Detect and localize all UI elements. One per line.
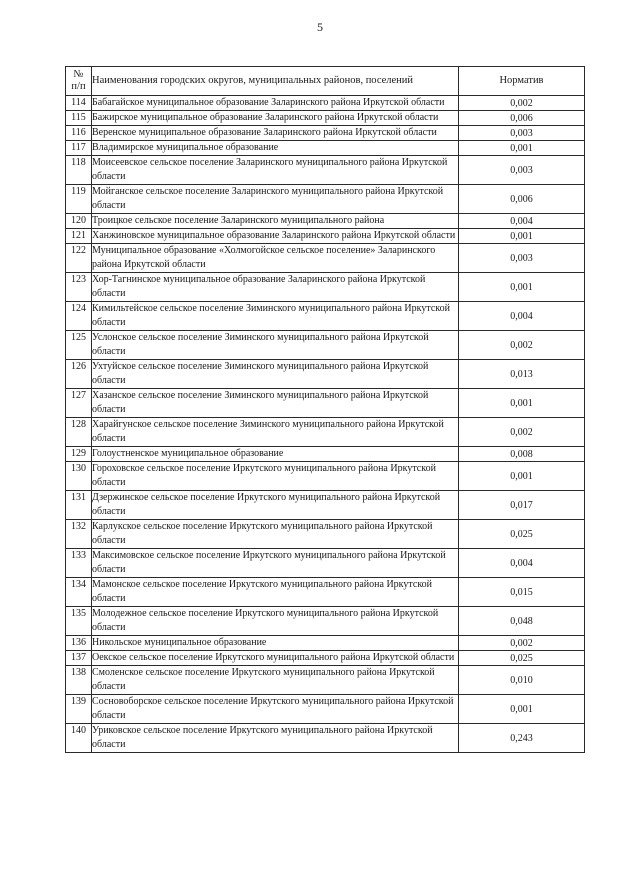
column-header-normative-label: Норматив	[499, 75, 544, 86]
row-number-cell: 123	[66, 273, 92, 302]
row-normative-cell: 0,001	[459, 389, 585, 418]
row-normative-cell: 0,001	[459, 695, 585, 724]
municipality-name: Ухтуйское сельское поселение Зиминского муниципального района Иркутской области	[92, 361, 429, 386]
row-number-cell: 128	[66, 418, 92, 447]
table-row	[66, 636, 585, 651]
row-name-cell	[92, 331, 459, 360]
row-number-cell: 122	[66, 244, 92, 273]
table-row	[66, 389, 585, 418]
municipality-name: Услонское сельское поселение Зиминского муниципального района Иркутской области	[92, 332, 429, 357]
municipality-name: Никольское муниципальное образование	[92, 637, 267, 648]
row-number-cell: 130	[66, 462, 92, 491]
table-body	[66, 96, 585, 753]
row-name-cell	[92, 447, 459, 462]
row-normative-cell: 0,002	[459, 418, 585, 447]
municipality-name: Хазанское сельское поселение Зиминского муниципального района Иркутской области	[92, 390, 429, 415]
row-number-cell: 140	[66, 724, 92, 753]
row-name-cell	[92, 636, 459, 651]
municipality-name: Муниципальное образование «Холмогойское сельское поселение» Заларинского района Иркутской области	[92, 245, 436, 270]
row-normative-cell: 0,243	[459, 724, 585, 753]
municipality-name: Сосновоборское сельское поселение Иркутского муниципального района Иркутской области	[92, 696, 454, 721]
row-normative-cell: 0,001	[459, 141, 585, 156]
table-row	[66, 302, 585, 331]
row-name-cell	[92, 214, 459, 229]
table-row	[66, 126, 585, 141]
row-name-cell	[92, 360, 459, 389]
row-name-cell	[92, 141, 459, 156]
row-normative-cell: 0,004	[459, 302, 585, 331]
table-row	[66, 651, 585, 666]
municipality-name: Кимильтейское сельское поселение Зиминского муниципального района Иркутской области	[92, 303, 451, 328]
row-number-cell: 131	[66, 491, 92, 520]
row-name-cell	[92, 607, 459, 636]
row-number-cell: 118	[66, 156, 92, 185]
row-name-cell	[92, 418, 459, 447]
municipality-name: Моисеевское сельское поселение Заларинского муниципального района Иркутской области	[92, 157, 448, 182]
row-name-cell	[92, 273, 459, 302]
municipality-name: Мойганское сельское поселение Заларинского муниципального района Иркутской области	[92, 186, 444, 211]
municipality-name: Бабагайское муниципальное образование Заларинского района Иркутской области	[92, 97, 445, 108]
table-row	[66, 695, 585, 724]
row-name-cell	[92, 695, 459, 724]
row-number-cell: 116	[66, 126, 92, 141]
table-row	[66, 462, 585, 491]
row-normative-cell: 0,010	[459, 666, 585, 695]
row-normative-cell: 0,002	[459, 636, 585, 651]
row-number-cell: 121	[66, 229, 92, 244]
row-name-cell	[92, 724, 459, 753]
table-row	[66, 418, 585, 447]
table-row	[66, 447, 585, 462]
table-row	[66, 724, 585, 753]
municipality-name: Голоустненское муниципальное образование	[92, 448, 284, 459]
table-row	[66, 185, 585, 214]
row-normative-cell: 0,001	[459, 273, 585, 302]
table-row	[66, 607, 585, 636]
table-row	[66, 520, 585, 549]
row-name-cell	[92, 491, 459, 520]
row-normative-cell: 0,025	[459, 520, 585, 549]
table-row	[66, 229, 585, 244]
row-normative-cell: 0,004	[459, 549, 585, 578]
row-normative-cell: 0,004	[459, 214, 585, 229]
row-number-cell: 120	[66, 214, 92, 229]
row-normative-cell: 0,001	[459, 462, 585, 491]
municipality-name: Веренское муниципальное образование Заларинского района Иркутской области	[92, 127, 437, 138]
table-row	[66, 578, 585, 607]
row-normative-cell: 0,006	[459, 111, 585, 126]
municipality-name: Смоленское сельское поселение Иркутского муниципального района Иркутской области	[92, 667, 435, 692]
municipality-name: Гороховское сельское поселение Иркутского муниципального района Иркутской области	[92, 463, 436, 488]
municipality-name: Бажирское муниципальное образование Заларинского района Иркутской области	[92, 112, 439, 123]
row-name-cell	[92, 96, 459, 111]
row-name-cell	[92, 578, 459, 607]
row-number-cell: 127	[66, 389, 92, 418]
municipality-name: Уриковское сельское поселение Иркутского муниципального района Иркутской области	[92, 725, 433, 750]
page-number: 5	[317, 20, 323, 34]
municipality-name: Владимирское муниципальное образование	[92, 142, 279, 153]
row-normative-cell: 0,048	[459, 607, 585, 636]
normatives-table	[65, 66, 585, 753]
municipality-name: Троицкое сельское поселение Заларинского муниципального района	[92, 215, 385, 226]
row-name-cell	[92, 185, 459, 214]
row-name-cell	[92, 126, 459, 141]
municipality-name: Молодежное сельское поселение Иркутского муниципального района Иркутской области	[92, 608, 439, 633]
row-number-cell: 138	[66, 666, 92, 695]
municipality-name: Оекское сельское поселение Иркутского муниципального района Иркутской области	[92, 652, 455, 663]
row-name-cell	[92, 156, 459, 185]
column-header-name	[92, 67, 459, 96]
municipality-name: Дзержинское сельское поселение Иркутского муниципального района Иркутской области	[92, 492, 441, 517]
row-normative-cell: 0,013	[459, 360, 585, 389]
municipality-name: Карлукское сельское поселение Иркутского муниципального района Иркутской области	[92, 521, 433, 546]
table-row	[66, 549, 585, 578]
row-number-cell: 124	[66, 302, 92, 331]
column-header-number-label: № п/п	[71, 69, 86, 92]
row-number-cell: 137	[66, 651, 92, 666]
row-name-cell	[92, 302, 459, 331]
row-number-cell: 139	[66, 695, 92, 724]
municipality-name: Максимовское сельское поселение Иркутского муниципального района Иркутской области	[92, 550, 446, 575]
table-row	[66, 214, 585, 229]
column-header-number	[66, 67, 92, 96]
row-number-cell: 117	[66, 141, 92, 156]
row-name-cell	[92, 111, 459, 126]
row-name-cell	[92, 462, 459, 491]
row-normative-cell: 0,003	[459, 156, 585, 185]
row-normative-cell: 0,008	[459, 447, 585, 462]
table-header-row	[66, 67, 585, 96]
row-number-cell: 114	[66, 96, 92, 111]
column-header-normative	[459, 67, 585, 96]
row-normative-cell: 0,001	[459, 229, 585, 244]
row-number-cell: 129	[66, 447, 92, 462]
row-name-cell	[92, 389, 459, 418]
row-number-cell: 136	[66, 636, 92, 651]
row-name-cell	[92, 666, 459, 695]
row-normative-cell: 0,015	[459, 578, 585, 607]
row-normative-cell: 0,002	[459, 331, 585, 360]
municipality-name: Харайгунское сельское поселение Зиминского муниципального района Иркутской области	[92, 419, 444, 444]
row-normative-cell: 0,002	[459, 96, 585, 111]
row-number-cell: 134	[66, 578, 92, 607]
row-number-cell: 125	[66, 331, 92, 360]
row-normative-cell: 0,003	[459, 244, 585, 273]
table-row	[66, 141, 585, 156]
column-header-name-label: Наименования городских округов, муниципальных районов, поселений	[92, 75, 414, 86]
row-name-cell	[92, 244, 459, 273]
row-name-cell	[92, 651, 459, 666]
row-name-cell	[92, 520, 459, 549]
table-row	[66, 666, 585, 695]
table-row	[66, 96, 585, 111]
municipality-name: Мамонское сельское поселение Иркутского муниципального района Иркутской области	[92, 579, 433, 604]
municipality-name: Ханжиновское муниципальное образование Заларинского района Иркутской области	[92, 230, 456, 241]
row-normative-cell: 0,003	[459, 126, 585, 141]
table-row	[66, 111, 585, 126]
row-number-cell: 126	[66, 360, 92, 389]
row-number-cell: 115	[66, 111, 92, 126]
row-normative-cell: 0,006	[459, 185, 585, 214]
table-row	[66, 244, 585, 273]
row-normative-cell: 0,017	[459, 491, 585, 520]
row-number-cell: 132	[66, 520, 92, 549]
row-normative-cell: 0,025	[459, 651, 585, 666]
row-number-cell: 119	[66, 185, 92, 214]
table-row	[66, 360, 585, 389]
table-row	[66, 491, 585, 520]
municipality-name: Хор-Тагнинское муниципальное образование Заларинского района Иркутской области	[92, 274, 426, 299]
table-row	[66, 331, 585, 360]
table-row	[66, 156, 585, 185]
row-name-cell	[92, 549, 459, 578]
row-number-cell: 133	[66, 549, 92, 578]
row-number-cell: 135	[66, 607, 92, 636]
row-name-cell	[92, 229, 459, 244]
table-row	[66, 273, 585, 302]
